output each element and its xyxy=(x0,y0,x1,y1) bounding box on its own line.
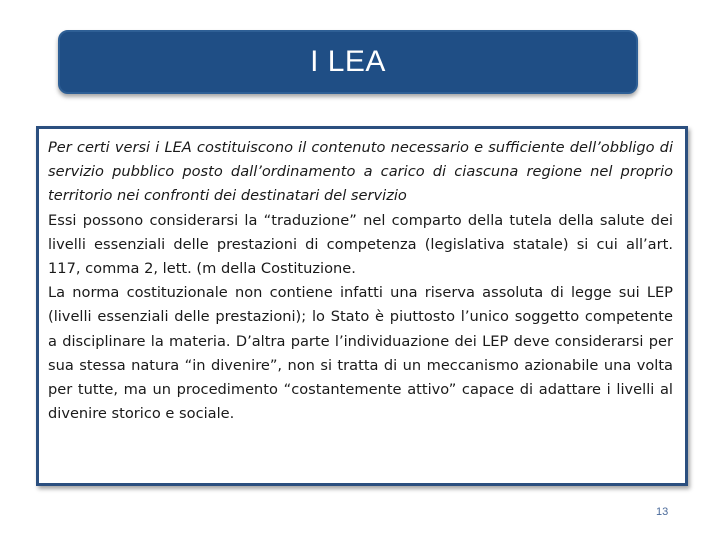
paragraph-lea-definition: Per certi versi i LEA costituiscono il contenuto necessario e sufficiente dell’obbligo di servizio pubblico posto dall’ordinamento a carico di ciascuna regione nel proprio territorio nei confronti dei destinatari del servizio xyxy=(48,139,673,205)
paragraph-traduzione: Essi possono considerarsi la “traduzione” nel comparto della tutela della salute dei livelli essenziali delle prestazioni di competenza (legislativa statale) si cui all’art. 117, comma 2, lett. (m della Costituzione. xyxy=(48,211,673,278)
paragraph-norma-costituzionale: La norma costituzionale non contiene infatti una riserva assoluta di legge sui LEP (livelli essenziali delle prestazioni); lo Stato è piuttosto l’unico soggetto competente a disciplinare la materia. D’altra parte l’individuazione dei LEP deve considerarsi per sua stessa natura “in divenire”, non si tratta di un meccanismo azionabile una volta per tutte, ma un procedimento “costantemente attivo” capace di adattare i livelli al divenire storico e sociale. xyxy=(48,284,673,423)
page-number: 13 xyxy=(656,506,669,518)
slide-title: I LEA xyxy=(310,45,386,78)
content-box xyxy=(36,126,688,486)
title-banner xyxy=(58,30,638,94)
